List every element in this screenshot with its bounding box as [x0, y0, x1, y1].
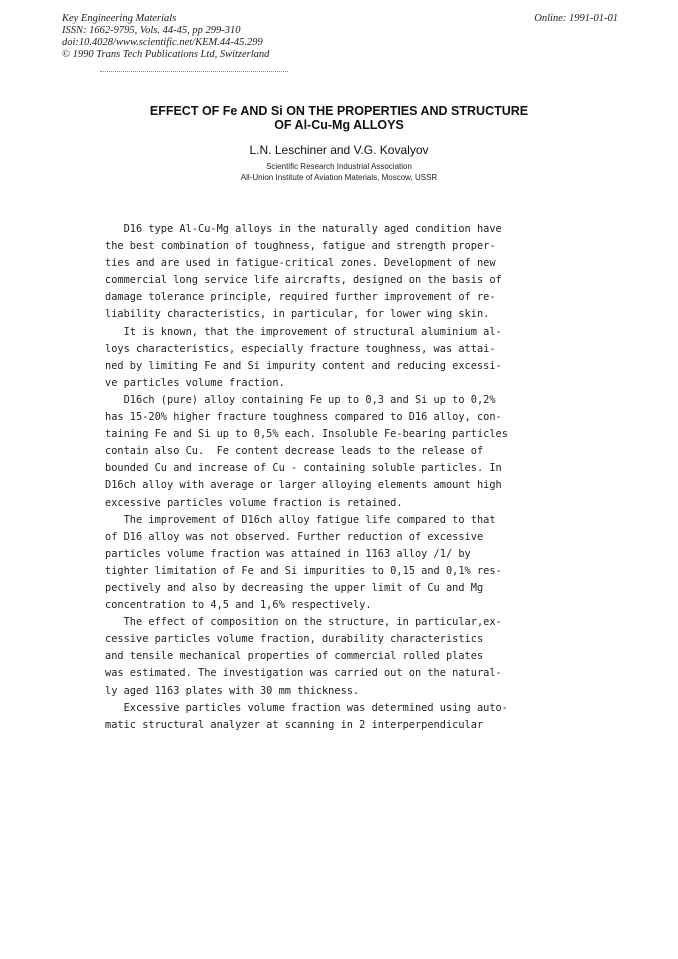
copyright-line: © 1990 Trans Tech Publications Ltd, Switzerland: [62, 49, 270, 60]
body-line: and tensile mechanical properties of commercial rolled plates: [105, 650, 484, 663]
body-text: [105, 221, 545, 734]
body-line: bounded Cu and increase of Cu - containing soluble particles. In: [105, 462, 502, 475]
body-line: matic structural analyzer at scanning in 2 interperpendicular: [105, 718, 484, 731]
body-line: damage tolerance principle, required further improvement of re-: [105, 291, 496, 304]
body-line: taining Fe and Si up to 0,5% each. Insoluble Fe-bearing particles: [105, 428, 508, 441]
body-line: pectively and also by decreasing the upper limit of Cu and Mg: [105, 581, 484, 594]
scan-artifact-line: [100, 71, 288, 73]
journal-name: Key Engineering Materials: [62, 13, 177, 24]
affiliation-line-1: Scientific Research Industrial Association: [266, 162, 412, 171]
body-line: ly aged 1163 plates with 30 mm thickness.: [105, 684, 360, 697]
body-line: excessive particles volume fraction is retained.: [105, 496, 403, 509]
body-line: of D16 alloy was not observed. Further reduction of excessive: [105, 530, 484, 543]
affiliation-line-2: All-Union Institute of Aviation Materials, Moscow, USSR: [240, 173, 438, 182]
body-line: the best combination of toughness, fatigue and strength proper-: [105, 240, 496, 253]
body-line: D16ch alloy with average or larger alloying elements amount high: [105, 479, 502, 492]
body-line: ve particles volume fraction.: [105, 376, 285, 389]
body-line: contain also Cu. Fe content decrease leads to the release of: [105, 445, 484, 458]
body-line: The effect of composition on the structure, in particular,ex-: [105, 616, 502, 629]
title-line-2: OF Al-Cu-Mg ALLOYS: [274, 118, 404, 132]
body-line: loys characteristics, especially fracture toughness, was attai-: [105, 342, 496, 355]
body-line: commercial long service life aircrafts, designed on the basis of: [105, 274, 502, 287]
body-line: was estimated. The investigation was carried out on the natural-: [105, 667, 502, 680]
body-line: ned by limiting Fe and Si impurity content and reducing excessi-: [105, 359, 502, 372]
body-line: It is known, that the improvement of structural aluminium al-: [105, 325, 502, 338]
body-line: tighter limitation of Fe and Si impurities to 0,15 and 0,1% res-: [105, 564, 502, 577]
online-date: Online: 1991-01-01: [534, 13, 618, 24]
body-line: cessive particles volume fraction, durability characteristics: [105, 633, 484, 646]
body-line: ties and are used in fatigue-critical zones. Development of new: [105, 257, 496, 270]
body-line: concentration to 4,5 and 1,6% respectively.: [105, 599, 372, 612]
affiliation: [0, 161, 678, 183]
body-line: D16ch (pure) alloy containing Fe up to 0,3 and Si up to 0,2%: [105, 393, 496, 406]
issn-line: ISSN: 1662-9795, Vols. 44-45, pp 299-310: [62, 25, 241, 36]
body-line: Excessive particles volume fraction was determined using auto-: [105, 701, 508, 714]
body-line: The improvement of D16ch alloy fatigue life compared to that: [105, 513, 496, 526]
title-line-1: EFFECT OF Fe AND Si ON THE PROPERTIES AND STRUCTURE: [149, 104, 529, 118]
body-line: has 15-20% higher fracture toughness compared to D16 alloy, con-: [105, 411, 502, 424]
authors: L.N. Leschiner and V.G. Kovalyov: [249, 143, 429, 157]
body-line: D16 type Al-Cu-Mg alloys in the naturally aged condition have: [105, 223, 502, 235]
body-line: particles volume fraction was attained in 1163 alloy /1/ by: [105, 547, 471, 560]
body-line: liability characteristics, in particular, for lower wing skin.: [105, 308, 490, 321]
citation-block: [62, 13, 269, 61]
doi-line: doi:10.4028/www.scientific.net/KEM.44-45.299: [62, 37, 263, 48]
paper-title: [0, 104, 678, 132]
